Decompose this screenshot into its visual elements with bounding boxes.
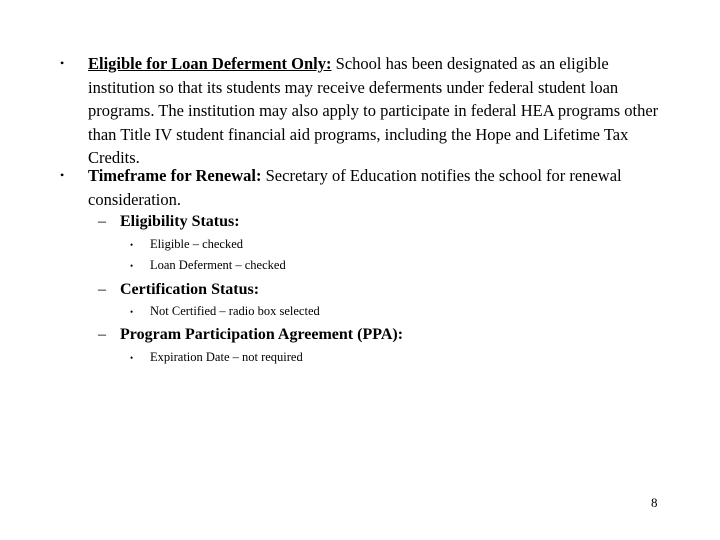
list-item: • Expiration Date – not required [130, 350, 303, 364]
list-item: • Loan Deferment – checked [130, 258, 286, 272]
section-ppa-heading: – Program Participation Agreement (PPA): [98, 326, 404, 343]
bullet-text [88, 164, 660, 211]
bullet-body: Secretary of Education notifies the school for renewal consideration. [88, 166, 622, 209]
list-item: • Not Certified – radio box selected [130, 304, 320, 318]
bullet-body: School has been designated as an eligible institution so that its students may receive deferments under federal student loan programs. The institution may also apply to participate in federal HEA programs other than Title IV student financial aid programs, including the Hope and Lifetime Tax Credits. [88, 54, 659, 167]
bullet-dot: • [60, 56, 65, 70]
bullet-text [88, 52, 660, 170]
section-certification-heading: – Certification Status: [98, 281, 260, 298]
page-number: 8 [651, 495, 658, 510]
list-item: • Eligible – checked [130, 237, 244, 251]
bullet-dot: • [60, 168, 65, 182]
section-eligibility-heading: – Eligibility Status: [98, 213, 240, 230]
bullet-label: Timeframe for Renewal: [88, 166, 262, 185]
bullet-label: Eligible for Loan Deferment Only: [88, 54, 332, 73]
